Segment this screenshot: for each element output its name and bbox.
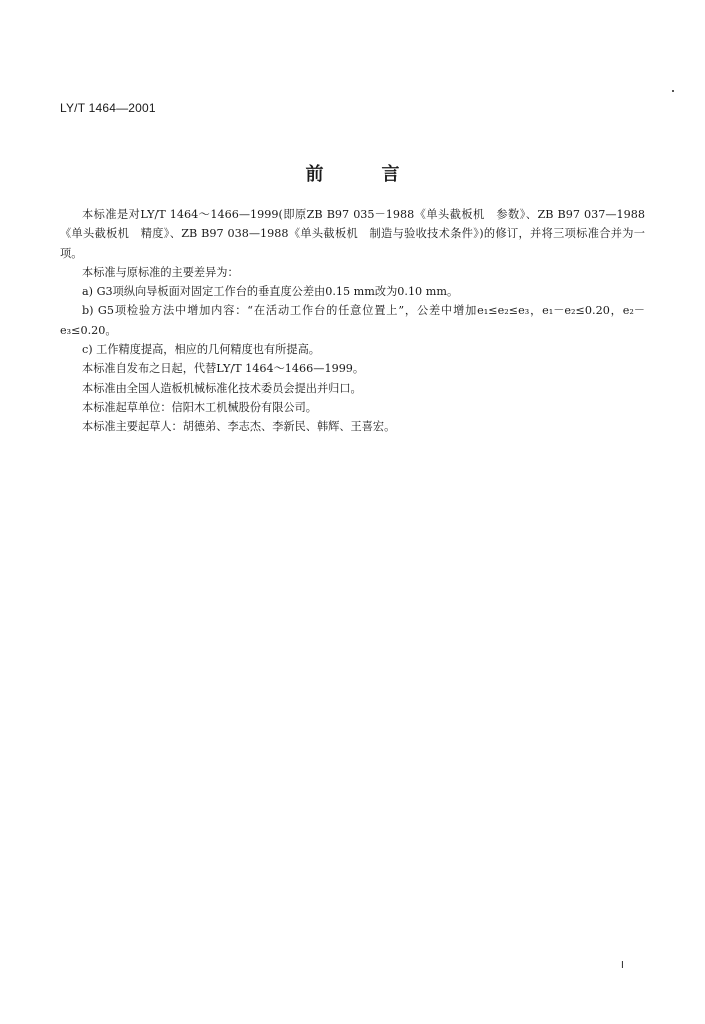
paragraph: 本标准自发布之日起，代替LY/T 1464～1466—1999。	[82, 362, 365, 376]
paragraph: a) G3项纵向导板面对固定工作台的垂直度公差由0.15 mm改为0.10 mm。	[82, 285, 459, 299]
paragraph: c) 工作精度提高，相应的几何精度也有所提高。	[82, 343, 320, 357]
paragraph: 本标准主要起草人：胡德弟、李志杰、李新民、韩辉、王喜宏。	[82, 420, 396, 434]
body-text	[60, 205, 645, 437]
paragraph: 本标准起草单位：信阳木工机械股份有限公司。	[82, 400, 317, 414]
paragraph: 本标准与原标准的主要差异为：	[82, 265, 239, 279]
corner-mark	[672, 90, 674, 92]
page-header: LY/T 1464—2001	[60, 101, 156, 115]
page-number: I	[621, 960, 624, 971]
page-title: 前言	[305, 164, 458, 185]
paragraph: 本标准由全国人造板机械标准化技术委员会提出并归口。	[82, 381, 362, 395]
paragraph: 本标准是对LY/T 1464～1466—1999(即原ZB B97 035－1988《单头截板机 参数》、ZB B97 037—1988《单头截板机 精度》、ZB B97 038—1988《单头截板机 制造与验收技术条件》)的修订，并将三项标准合并为一项。	[60, 208, 645, 260]
paragraph: b) G5项检验方法中增加内容：“在活动工作台的任意位置上”，公差中增加e₁≤e₂≤e₃，e₁－e₂≤0.20，e₂－e₃≤0.20。	[60, 304, 645, 337]
